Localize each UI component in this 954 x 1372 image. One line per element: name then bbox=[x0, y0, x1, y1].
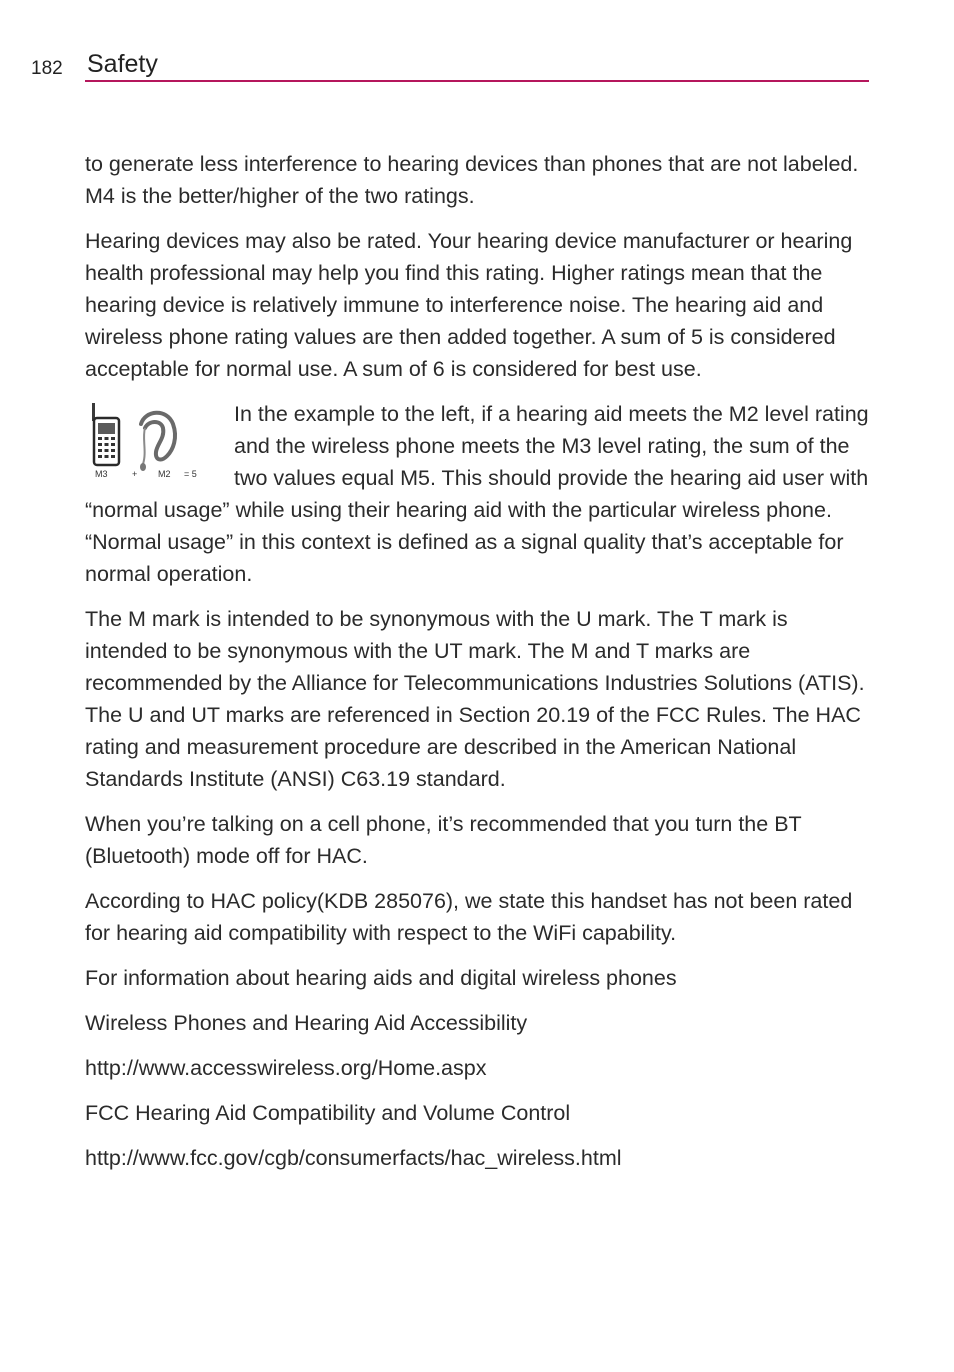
link-fcc[interactable]: http://www.fcc.gov/cgb/consumerfacts/hac_wireless.html bbox=[85, 1146, 622, 1170]
plus-sign: + bbox=[132, 469, 138, 479]
paragraph-m-t-marks: The M mark is intended to be synonymous with the U mark. The T mark is intended to be synonymous with the UT mark. The M and T marks are recommended by the Alliance for Telecommunications Industries Solutions (ATIS). The U and UT marks are referenced in Section 20.19 of the FCC Rules. The HAC rating and measurement procedure are described in the American National Standards Institute (ANSI) C63.19 standard. bbox=[85, 607, 865, 791]
hac-example-block bbox=[85, 398, 871, 590]
header-divider bbox=[85, 80, 869, 82]
hac-rating-figure bbox=[85, 398, 213, 488]
page-header bbox=[0, 0, 954, 90]
paragraph-m4-rating: to generate less interference to hearing devices than phones that are not labeled. M4 is the better/higher of the two ratings. bbox=[85, 152, 859, 208]
paragraph-hac-example: In the example to the left, if a hearing aid meets the M2 level rating and the wireless phone meets the M3 level rating, the sum of the two values equal M5. This should provide the hearing aid user with “normal usage” while using their hearing aid with the particular wireless phone. “Normal usage” in this context is defined as a signal quality that’s acceptable for normal operation. bbox=[85, 402, 869, 586]
phone-rating-label: M3 bbox=[95, 469, 108, 479]
hearing-aid-icon bbox=[140, 413, 175, 471]
mobile-phone-icon bbox=[92, 403, 119, 465]
section-title: Safety bbox=[87, 50, 158, 78]
sum-label: = 5 bbox=[184, 469, 197, 479]
page-number: 182 bbox=[31, 58, 63, 79]
paragraph-wifi-policy: According to HAC policy(KDB 285076), we state this handset has not been rated for hearing aid compatibility with respect to the WiFi capability. bbox=[85, 889, 853, 945]
aid-rating-label: M2 bbox=[158, 469, 171, 479]
paragraph-hearing-device-rating: Hearing devices may also be rated. Your hearing device manufacturer or hearing health professional may help you find this rating. Higher ratings mean that the hearing device is relatively immune to interference noise. The hearing aid and wireless phone rating values are then added together. A sum of 5 is considered acceptable for normal use. A sum of 6 is considered for best use. bbox=[85, 229, 853, 381]
resource-title-accesswireless: Wireless Phones and Hearing Aid Accessibility bbox=[85, 1011, 528, 1035]
paragraph-bluetooth-hac: When you’re talking on a cell phone, it’s recommended that you turn the BT (Bluetooth) mode off for HAC. bbox=[85, 812, 802, 868]
main-content bbox=[85, 148, 871, 1187]
hac-rating-illustration bbox=[85, 398, 213, 488]
resource-title-fcc: FCC Hearing Aid Compatibility and Volume Control bbox=[85, 1101, 571, 1125]
link-accesswireless[interactable]: http://www.accesswireless.org/Home.aspx bbox=[85, 1056, 487, 1080]
paragraph-info-intro: For information about hearing aids and digital wireless phones bbox=[85, 966, 677, 990]
